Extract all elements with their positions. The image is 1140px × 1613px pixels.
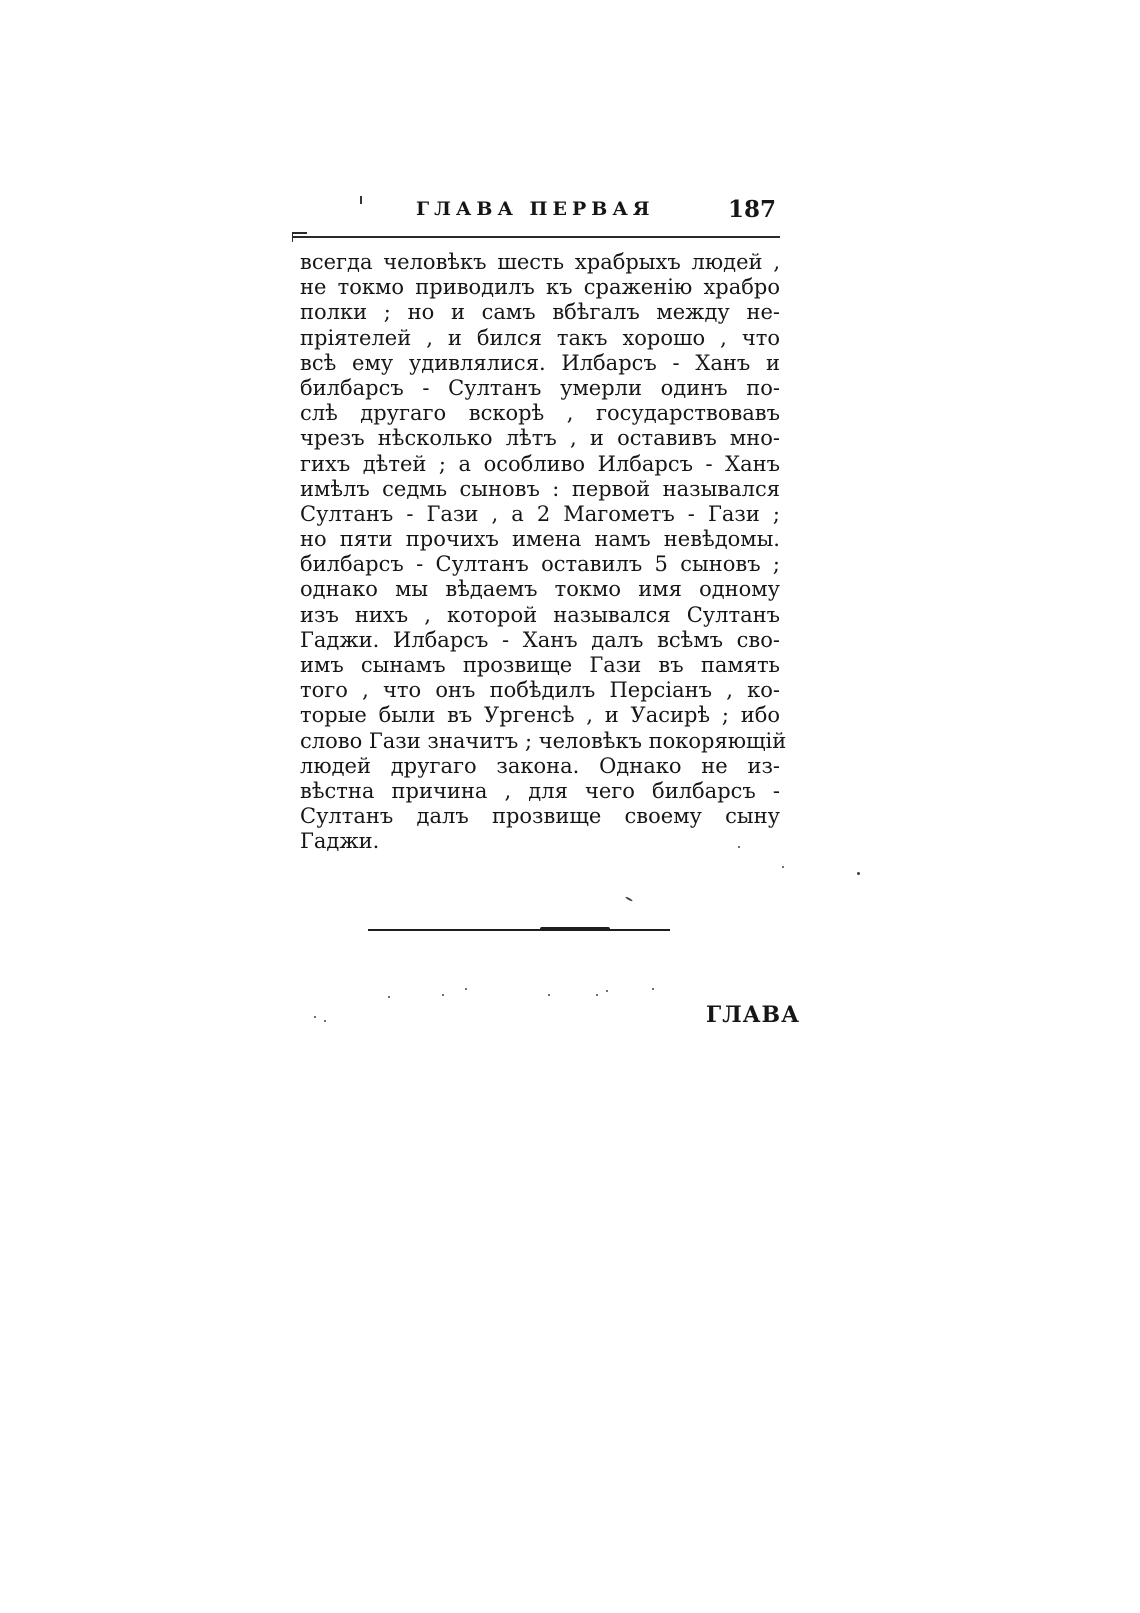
text-line: не токмо приводилъ къ сраженію храбро [300, 275, 780, 300]
text-line: Гаджи. [300, 829, 380, 854]
text-line: торые были въ Ургенсѣ , и Уасирѣ ; ибо [300, 703, 780, 728]
text-line: но пяти прочихъ имена намъ невѣдомы. [300, 527, 780, 552]
text-line: Султанъ - Гази , а 2 Магометъ - Гази ; [300, 501, 780, 526]
ink-mark [360, 196, 362, 204]
ink-speck [606, 990, 608, 992]
text-line: изъ нихъ , которой назывался Султанъ [300, 602, 780, 627]
ink-speck [465, 988, 467, 990]
ink-speck [548, 994, 550, 996]
ink-speck [782, 866, 784, 868]
ink-speck [596, 994, 598, 996]
text-line: всегда человѣкъ шесть храбрыхъ людей , [300, 250, 780, 274]
text-line: билбарсъ - Султанъ умерли одинъ по- [300, 375, 780, 400]
body-text [300, 250, 787, 855]
text-line: того , что онъ побѣдилъ Персіанъ , ко- [300, 678, 780, 703]
running-head [298, 196, 778, 228]
text-line: слѣ другаго вскорѣ , государствовавъ [300, 401, 780, 426]
catchword: ГЛАВА [706, 1002, 801, 1028]
text-line: Султанъ далъ прозвище своему сыну [300, 804, 780, 829]
text-line: пріятелей , и бился такъ хорошо , что [300, 325, 780, 350]
text-line: людей другаго закона. Однако не из- [300, 753, 780, 778]
text-line: имъ сынамъ прозвище Гази въ память [300, 653, 780, 677]
text-line: чрезъ нѣсколько лѣтъ , и оставивъ мно- [300, 426, 780, 451]
text-line: гихъ дѣтей ; а особливо Илбарсъ - Ханъ [300, 451, 780, 476]
ink-speck [324, 1020, 326, 1022]
ink-speck [314, 1016, 316, 1018]
text-line: Гаджи. Илбарсъ - Ханъ далъ всѣмъ сво- [300, 627, 780, 652]
section-end-rule [368, 929, 670, 931]
ink-speck [388, 996, 390, 998]
section-end-rule-swell [540, 927, 610, 931]
text-line: однако мы вѣдаемъ токмо имя одному [300, 577, 780, 602]
header-rule [292, 236, 780, 238]
text-line: билбарсъ - Султанъ оставилъ 5 сыновъ ; [300, 552, 780, 577]
text-line: слово Гази значитъ ; человѣкъ покоряющій [300, 728, 787, 753]
text-line: имѣлъ седмь сыновъ : первой назывался [300, 476, 780, 501]
ink-speck [625, 896, 633, 902]
text-line: полки ; но и самъ вбѣгалъ между не- [300, 300, 780, 325]
text-line: вѣстна причина , для чего билбарсъ - [300, 778, 780, 803]
ink-speck [738, 846, 740, 848]
ink-speck [857, 872, 860, 875]
ink-speck [442, 994, 444, 996]
ink-speck [652, 988, 654, 990]
chapter-title: ГЛАВА ПЕРВАЯ [416, 198, 655, 220]
text-line: всѣ ему удивлялися. Илбарсъ - Ханъ и [300, 350, 780, 375]
page-number: 187 [727, 196, 776, 223]
